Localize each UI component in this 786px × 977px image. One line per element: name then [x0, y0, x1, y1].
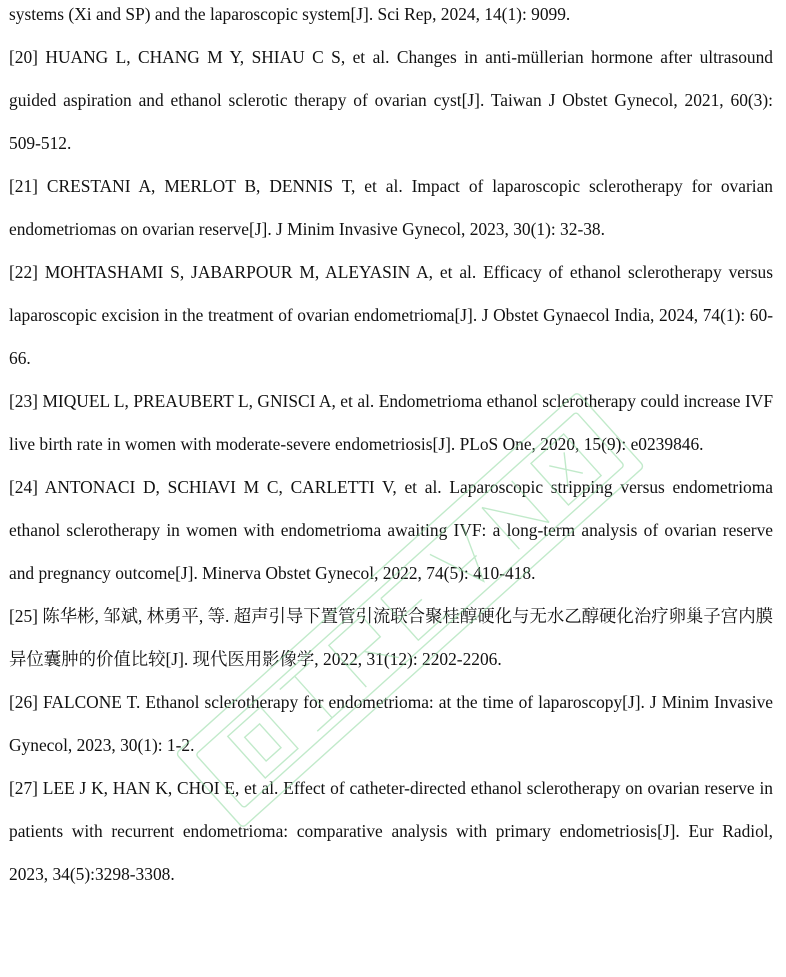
reference-21: [21] CRESTANI A, MERLOT B, DENNIS T, et al. Impact of laparoscopic sclerotherapy for ovarian endometriomas on ovarian reserve[J]. J Minim Invasive Gynecol, 2023, 30(1): 32-38.: [9, 176, 773, 239]
reference-23: [23] MIQUEL L, PREAUBERT L, GNISCI A, et al. Endometrioma ethanol sclerotherapy could increase IVF live birth rate in women with moderate-severe endometriosis[J]. PLoS One, 2020, 15(9): e0239846.: [9, 391, 773, 454]
reference-27: [27] LEE J K, HAN K, CHOI E, et al. Effect of catheter-directed ethanol sclerotherapy on ovarian reserve in patients with recurrent endometrioma: comparative analysis with primary endometriosis[J]. Eur Radiol, 2023, 34(5):3298-3308.: [9, 778, 773, 884]
reference-25: [25] 陈华彬, 邹斌, 林勇平, 等. 超声引导下置管引流联合聚桂醇硬化与无水乙醇硬化治疗卵巢子宫内膜异位囊肿的价值比较[J]. 现代医用影像学, 2022, 31(12): 2202-2206.: [9, 606, 773, 669]
reference-22: [22] MOHTASHAMI S, JABARPOUR M, ALEYASIN A, et al. Efficacy of ethanol sclerotherapy versus laparoscopic excision in the treatment of ovarian endometrioma[J]. J Obstet Gynaecol India, 2024, 74(1): 60-66.: [9, 262, 773, 368]
reference-26: [26] FALCONE T. Ethanol sclerotherapy for endometrioma: at the time of laparoscopy[J]. J Minim Invasive Gynecol, 2023, 30(1): 1-2.: [9, 692, 773, 755]
reference-20: [20] HUANG L, CHANG M Y, SHIAU C S, et al. Changes in anti-müllerian hormone after ultrasound guided aspiration and ethanol sclerotic therapy of ovarian cyst[J]. Taiwan J Obstet Gynecol, 2021, 60(3): 509-512.: [9, 47, 773, 153]
reference-list: [9, 0, 773, 896]
reference-24: [24] ANTONACI D, SCHIAVI M C, CARLETTI V, et al. Laparoscopic stripping versus endometrioma ethanol sclerotherapy in women with endometrioma awaiting IVF: a long-term analysis of ovarian reserve and pregnancy outcome[J]. Minerva Obstet Gynecol, 2022, 74(5): 410-418.: [9, 477, 773, 583]
reference-19-continued: systems (Xi and SP) and the laparoscopic system[J]. Sci Rep, 2024, 14(1): 9099.: [9, 4, 571, 24]
